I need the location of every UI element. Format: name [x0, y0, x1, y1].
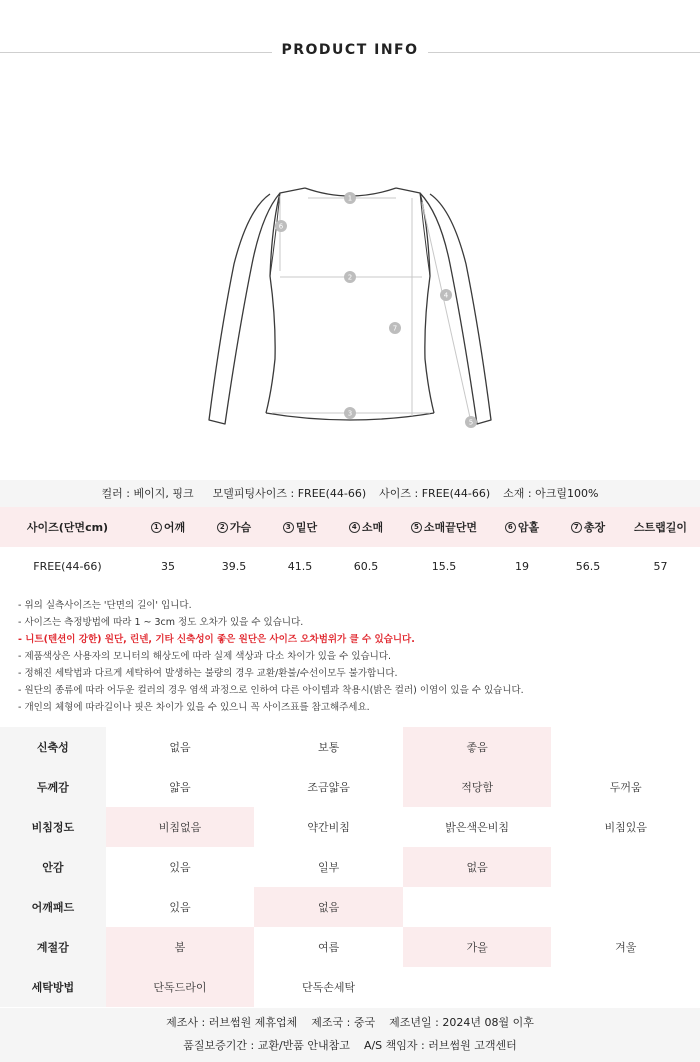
attribute-option: 밝은색은비침	[445, 821, 510, 834]
footer-line-1	[0, 1011, 700, 1034]
svg-text:3: 3	[347, 409, 353, 418]
size-header-label: 스트랩길이	[633, 521, 688, 534]
attribute-row	[0, 887, 700, 927]
attribute-option: 있음	[169, 901, 191, 914]
attribute-row	[0, 927, 700, 967]
size-value-cell: 56.5	[575, 560, 601, 573]
size-header-cell	[333, 507, 399, 547]
attribute-option: 비침있음	[604, 821, 647, 834]
size-header-label: 어깨	[163, 521, 186, 534]
svg-text:2: 2	[347, 273, 353, 282]
size-table	[0, 507, 700, 586]
attribute-option: 좋음	[403, 727, 552, 767]
size-value-cell: 39.5	[221, 560, 247, 573]
number-circle-icon: 5	[411, 522, 422, 533]
attribute-option: 단독손세탁	[302, 981, 356, 994]
svg-text:6: 6	[278, 222, 284, 231]
product-info-header	[0, 0, 700, 104]
attribute-option: 조금얇음	[307, 781, 350, 794]
attribute-option: 보통	[317, 741, 340, 754]
attribute-option: 겨울	[615, 941, 637, 954]
model-size-label: 모델피팅사이즈 :	[212, 487, 295, 500]
attribute-option	[551, 887, 700, 927]
attribute-row	[0, 967, 700, 1007]
size-header-cell	[489, 507, 555, 547]
size-value-cell: 35	[161, 560, 175, 573]
attribute-option: 두꺼움	[609, 781, 642, 794]
footer-value: 교환/반품 안내참고	[257, 1039, 350, 1052]
size-value: FREE(44-66)	[421, 487, 491, 500]
footer-value: 2024년 08월 이후	[442, 1016, 534, 1029]
color-label: 컬러 :	[101, 487, 130, 500]
body-outline-right	[396, 188, 434, 413]
footer-label: 제조국 :	[311, 1016, 351, 1029]
left-sleeve	[209, 193, 280, 424]
right-armhole-seam	[420, 193, 430, 276]
attribute-option: 비침없음	[106, 807, 255, 847]
attribute-option: 없음	[169, 741, 191, 754]
size-header-cell	[0, 507, 135, 547]
attribute-label: 계절감	[0, 927, 106, 967]
size-header-cell	[399, 507, 489, 547]
size-header-cell	[621, 507, 700, 547]
garment-diagram	[0, 104, 700, 478]
attribute-option: 없음	[254, 887, 403, 927]
number-circle-icon: 6	[505, 522, 516, 533]
attribute-row	[0, 847, 700, 887]
material-label: 소재 :	[503, 487, 532, 500]
number-circle-icon: 1	[151, 522, 162, 533]
body-outline-left	[266, 188, 305, 413]
footer-label: 품질보증기간 :	[183, 1039, 255, 1052]
number-circle-icon: 7	[571, 522, 582, 533]
size-value-cell: FREE(44-66)	[33, 560, 102, 573]
product-footer-info	[0, 1008, 700, 1062]
size-value-cell: 15.5	[431, 560, 457, 573]
size-header-cell	[201, 507, 267, 547]
size-table-row	[0, 547, 700, 586]
color-value: 베이지, 핑크	[133, 487, 194, 500]
attribute-option: 봄	[106, 927, 255, 967]
product-summary	[0, 480, 700, 507]
attribute-option	[551, 847, 700, 887]
note-line: - 원단의 종류에 따라 어두운 컬러의 경우 염색 과정으로 인하여 다른 아이템과 착용시(밝은 컬러) 이염이 있을 수 있습니다.	[18, 685, 524, 696]
size-header-label: 가슴	[229, 521, 252, 534]
number-circle-icon: 3	[283, 522, 294, 533]
attribute-option: 일부	[317, 861, 340, 874]
footer-label: 제조년일 :	[389, 1016, 439, 1029]
attribute-row	[0, 727, 700, 767]
note-line: - 개인의 체형에 따라길이나 핏은 차이가 있을 수 있으니 꼭 사이즈표를 참고해주세요.	[18, 702, 370, 713]
size-label: 사이즈 :	[379, 487, 419, 500]
svg-text:1: 1	[347, 194, 353, 203]
size-table-header	[0, 507, 700, 547]
size-header-label: 총장	[583, 521, 606, 534]
attribute-row	[0, 807, 700, 847]
material-value: 아크릴100%	[535, 487, 599, 500]
number-circle-icon: 2	[217, 522, 228, 533]
section-title: PRODUCT INFO	[281, 42, 419, 58]
note-line: - 위의 실측사이즈는 '단면의 길이' 입니다.	[18, 600, 192, 611]
note-line: - 제품색상은 사용자의 모니터의 해상도에 따라 실제 색상과 다소 차이가 있을 수 있습니다.	[18, 651, 392, 662]
attribute-option	[551, 727, 700, 767]
note-line: - 니트(텐션이 강한) 원단, 린넨, 기타 신축성이 좋은 원단은 사이즈 오차범위가 클 수 있습니다.	[18, 634, 415, 645]
note-line: - 정해진 세탁법과 다르게 세탁하여 발생하는 불량의 경우 교환/환불/수선이모두 불가합니다.	[18, 668, 398, 679]
size-header-label: 소매끝단면	[423, 521, 478, 534]
attribute-option	[403, 887, 552, 927]
attribute-label: 세탁방법	[0, 967, 106, 1007]
attribute-option: 여름	[317, 941, 340, 954]
attribute-option: 얇음	[169, 781, 191, 794]
size-header-label: 밑단	[295, 521, 318, 534]
svg-text:7: 7	[392, 324, 398, 333]
size-value-cell: 57	[653, 560, 668, 573]
size-notes	[18, 597, 688, 716]
size-header-label: 소매	[361, 521, 384, 534]
footer-value: 러브썸원 고객센터	[428, 1039, 517, 1052]
attribute-option: 있음	[169, 861, 191, 874]
attribute-label: 두께감	[0, 767, 106, 807]
size-header-cell	[267, 507, 333, 547]
attribute-option	[403, 967, 552, 1007]
attribute-option: 가을	[403, 927, 552, 967]
attribute-label: 어깨패드	[0, 887, 106, 927]
size-value-cell: 60.5	[353, 560, 379, 573]
size-value-cell: 19	[515, 560, 529, 573]
attribute-option: 적당함	[403, 767, 552, 807]
size-header-label: 암홀	[517, 521, 540, 534]
footer-line-2	[0, 1034, 700, 1057]
attribute-label: 비침정도	[0, 807, 106, 847]
attribute-option: 약간비침	[307, 821, 350, 834]
footer-label: A/S 책임자 :	[363, 1039, 425, 1052]
size-header-label: 사이즈(단면cm)	[26, 521, 109, 534]
number-circle-icon: 4	[349, 522, 360, 533]
size-header-cell	[135, 507, 201, 547]
footer-label: 제조사 :	[166, 1016, 206, 1029]
long-sleeve-top-illustration	[0, 104, 700, 478]
size-value-cell: 41.5	[287, 560, 313, 573]
attribute-label: 신축성	[0, 727, 106, 767]
attribute-option: 단독드라이	[106, 967, 255, 1007]
note-line: - 사이즈는 측정방법에 따라 1 ~ 3cm 정도 오차가 있을 수 있습니다.	[18, 617, 304, 628]
attribute-option	[551, 967, 700, 1007]
footer-value: 중국	[353, 1016, 376, 1029]
attribute-option: 없음	[403, 847, 552, 887]
attribute-label: 안감	[0, 847, 106, 887]
product-attributes-table	[0, 727, 700, 1007]
right-sleeve	[420, 193, 491, 424]
model-size-value: FREE(44-66)	[297, 487, 367, 500]
size-header-cell	[555, 507, 621, 547]
svg-text:5: 5	[468, 418, 474, 427]
footer-value: 러브썸원 제휴업체	[208, 1016, 298, 1029]
header-divider-right	[428, 52, 700, 53]
attribute-row	[0, 767, 700, 807]
svg-text:4: 4	[443, 291, 449, 300]
